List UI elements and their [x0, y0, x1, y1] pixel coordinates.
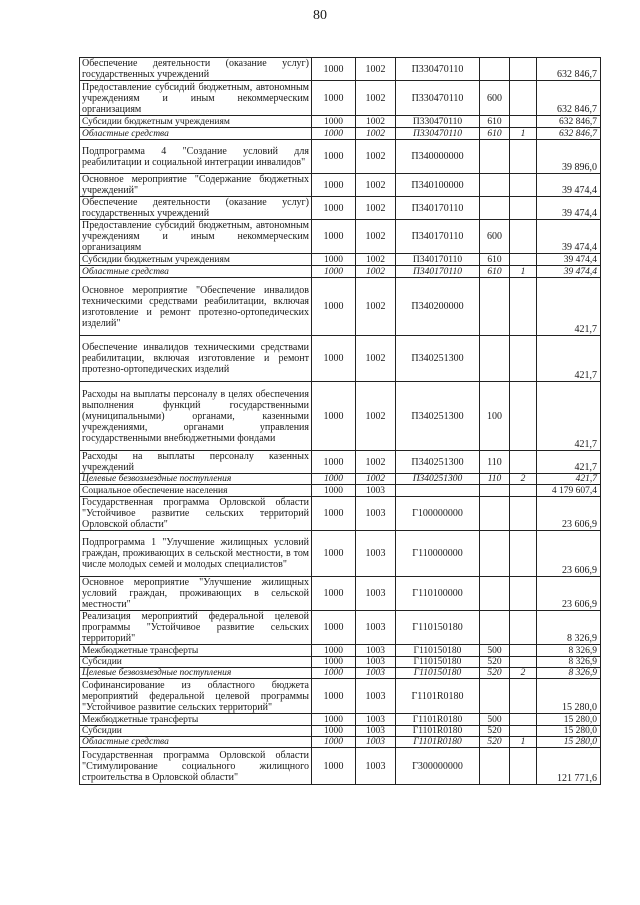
row-name: Основное мероприятие "Содержание бюджетных учреждений": [80, 174, 312, 197]
row-amount: 15 280,0: [537, 726, 601, 737]
row-name: Предоставление субсидий бюджетным, автономным учреждениям и иным некоммерческим организациям: [80, 220, 312, 254]
row-expense-type: 600: [480, 220, 510, 254]
row-section: 1000: [312, 657, 356, 668]
row-amount: 15 280,0: [537, 737, 601, 748]
row-name: Субсидии бюджетным учреждениям: [80, 116, 312, 128]
row-amount: 632 846,7: [537, 81, 601, 116]
row-section: 1000: [312, 81, 356, 116]
row-subsection: 1002: [356, 382, 396, 451]
row-amount: 421,7: [537, 474, 601, 485]
row-subsection: 1003: [356, 611, 396, 645]
row-section: 1000: [312, 254, 356, 266]
table-row: [80, 531, 601, 577]
row-expense-type: 100: [480, 382, 510, 451]
row-section: 1000: [312, 748, 356, 785]
row-target-article: Г1101R0180: [396, 737, 480, 748]
row-amount: 421,7: [537, 278, 601, 336]
row-subsection: 1002: [356, 128, 396, 140]
row-amount: 421,7: [537, 451, 601, 474]
row-name: Субсидии бюджетным учреждениям: [80, 254, 312, 266]
row-source: [510, 726, 537, 737]
page-number: 80: [313, 8, 327, 23]
row-amount: 8 326,9: [537, 657, 601, 668]
table-row: [80, 497, 601, 531]
row-name: Социальное обеспечение населения: [80, 485, 312, 497]
table-row: [80, 278, 601, 336]
row-name: Расходы на выплаты персоналу казенных учреждений: [80, 451, 312, 474]
row-source: [510, 254, 537, 266]
table-row: [80, 485, 601, 497]
row-subsection: 1002: [356, 81, 396, 116]
row-subsection: 1002: [356, 220, 396, 254]
row-name: Государственная программа Орловской области "Стимулирование социального жилищного строительства в Орловской области": [80, 748, 312, 785]
row-expense-type: [480, 278, 510, 336]
row-amount: 632 846,7: [537, 116, 601, 128]
row-name: Подпрограмма 4 "Создание условий для реабилитации и социальной интеграции инвалидов": [80, 140, 312, 174]
row-source: [510, 497, 537, 531]
row-target-article: Г1101R0180: [396, 714, 480, 726]
row-amount: 39 474,4: [537, 266, 601, 278]
table-row: [80, 254, 601, 266]
row-target-article: П340251300: [396, 336, 480, 382]
row-target-article: П340170110: [396, 254, 480, 266]
row-expense-type: [480, 197, 510, 220]
row-section: 1000: [312, 737, 356, 748]
row-expense-type: [480, 58, 510, 81]
row-expense-type: [480, 577, 510, 611]
row-target-article: Г300000000: [396, 748, 480, 785]
row-target-article: П330470110: [396, 116, 480, 128]
row-expense-type: [480, 140, 510, 174]
table-row: [80, 266, 601, 278]
row-name: Межбюджетные трансферты: [80, 714, 312, 726]
row-source: [510, 451, 537, 474]
row-subsection: 1002: [356, 278, 396, 336]
row-target-article: Г110150180: [396, 668, 480, 679]
table-row: [80, 645, 601, 657]
table-row: [80, 679, 601, 714]
row-subsection: 1003: [356, 577, 396, 611]
row-name: Софинансирование из областного бюджета мероприятий федеральной целевой программы "Устойчивое развитие сельских территорий": [80, 679, 312, 714]
row-target-article: П330470110: [396, 128, 480, 140]
row-target-article: Г110150180: [396, 611, 480, 645]
row-name: Реализация мероприятий федеральной целевой программы "Устойчивое развитие сельских территорий": [80, 611, 312, 645]
row-target-article: Г110150180: [396, 645, 480, 657]
table-row: [80, 58, 601, 81]
row-subsection: 1002: [356, 140, 396, 174]
row-section: 1000: [312, 645, 356, 657]
row-source: [510, 197, 537, 220]
row-section: 1000: [312, 336, 356, 382]
row-expense-type: 500: [480, 714, 510, 726]
row-section: 1000: [312, 577, 356, 611]
row-expense-type: 610: [480, 266, 510, 278]
row-name: Областные средства: [80, 737, 312, 748]
row-section: 1000: [312, 679, 356, 714]
table-row: [80, 668, 601, 679]
row-target-article: Г110150180: [396, 657, 480, 668]
row-source: [510, 485, 537, 497]
row-name: Целевые безвозмездные поступления: [80, 474, 312, 485]
row-expense-type: 610: [480, 116, 510, 128]
row-amount: 23 606,9: [537, 497, 601, 531]
row-source: [510, 679, 537, 714]
row-section: 1000: [312, 266, 356, 278]
row-expense-type: [480, 679, 510, 714]
row-name: Обеспечение деятельности (оказание услуг) государственных учреждений: [80, 58, 312, 81]
table-row: [80, 474, 601, 485]
row-section: 1000: [312, 197, 356, 220]
row-amount: 8 326,9: [537, 611, 601, 645]
row-subsection: 1003: [356, 679, 396, 714]
row-source: [510, 174, 537, 197]
row-target-article: Г1101R0180: [396, 726, 480, 737]
row-section: 1000: [312, 668, 356, 679]
row-expense-type: [480, 611, 510, 645]
row-section: 1000: [312, 174, 356, 197]
row-expense-type: 110: [480, 451, 510, 474]
row-expense-type: [480, 531, 510, 577]
table-body: [80, 58, 601, 785]
table-row: [80, 451, 601, 474]
row-section: 1000: [312, 116, 356, 128]
row-section: 1000: [312, 128, 356, 140]
row-subsection: 1002: [356, 254, 396, 266]
row-subsection: 1003: [356, 645, 396, 657]
row-target-article: П340251300: [396, 474, 480, 485]
row-subsection: 1002: [356, 474, 396, 485]
row-name: Субсидии: [80, 657, 312, 668]
row-target-article: П340000000: [396, 140, 480, 174]
table-row: [80, 140, 601, 174]
row-expense-type: 500: [480, 645, 510, 657]
row-target-article: Г100000000: [396, 497, 480, 531]
row-section: 1000: [312, 531, 356, 577]
row-subsection: 1003: [356, 714, 396, 726]
row-name: Расходы на выплаты персоналу в целях обеспечения выполнения функций государственными (муниципальными) органами, казенными учреждениями, органами управления государственными внебюджетными фондами: [80, 382, 312, 451]
table-row: [80, 577, 601, 611]
row-source: [510, 336, 537, 382]
row-amount: 39 474,4: [537, 220, 601, 254]
row-target-article: П330470110: [396, 58, 480, 81]
row-amount: 39 896,0: [537, 140, 601, 174]
row-source: 1: [510, 128, 537, 140]
row-subsection: 1002: [356, 58, 396, 81]
row-target-article: П340200000: [396, 278, 480, 336]
table-row: [80, 611, 601, 645]
row-section: 1000: [312, 382, 356, 451]
row-expense-type: [480, 174, 510, 197]
row-section: 1000: [312, 58, 356, 81]
row-target-article: Г1101R0180: [396, 679, 480, 714]
row-source: [510, 748, 537, 785]
row-section: 1000: [312, 714, 356, 726]
row-source: [510, 645, 537, 657]
row-subsection: 1002: [356, 116, 396, 128]
table-row: [80, 657, 601, 668]
table-row: [80, 748, 601, 785]
table-row: [80, 737, 601, 748]
table-row: [80, 116, 601, 128]
row-name: Межбюджетные трансферты: [80, 645, 312, 657]
row-target-article: П340251300: [396, 451, 480, 474]
row-target-article: Г110100000: [396, 577, 480, 611]
row-name: Областные средства: [80, 128, 312, 140]
table-row: [80, 174, 601, 197]
row-subsection: 1003: [356, 748, 396, 785]
row-section: 1000: [312, 497, 356, 531]
row-name: Областные средства: [80, 266, 312, 278]
row-expense-type: 520: [480, 668, 510, 679]
row-target-article: [396, 485, 480, 497]
row-name: Обеспечение инвалидов техническими средствами реабилитации, включая изготовление и ремонт протезно-ортопедических изделий: [80, 336, 312, 382]
table-row: [80, 220, 601, 254]
row-subsection: 1003: [356, 726, 396, 737]
table-row: [80, 726, 601, 737]
row-source: [510, 382, 537, 451]
row-amount: 632 846,7: [537, 128, 601, 140]
table-row: [80, 81, 601, 116]
row-amount: 8 326,9: [537, 668, 601, 679]
row-amount: 23 606,9: [537, 577, 601, 611]
row-target-article: П340170110: [396, 220, 480, 254]
row-expense-type: 520: [480, 726, 510, 737]
row-expense-type: 610: [480, 128, 510, 140]
row-source: [510, 81, 537, 116]
row-expense-type: 110: [480, 474, 510, 485]
row-source: 1: [510, 266, 537, 278]
row-source: [510, 220, 537, 254]
row-source: [510, 140, 537, 174]
row-amount: 421,7: [537, 382, 601, 451]
table-row: [80, 128, 601, 140]
row-section: 1000: [312, 140, 356, 174]
row-name: Основное мероприятие "Обеспечение инвалидов техническими средствами реабилитации, включая изготовление и ремонт протезно-ортопедических изделий": [80, 278, 312, 336]
row-source: [510, 657, 537, 668]
row-source: [510, 116, 537, 128]
row-expense-type: 600: [480, 81, 510, 116]
row-name: Государственная программа Орловской области "Устойчивое развитие сельских территорий Орловской области": [80, 497, 312, 531]
row-expense-type: [480, 336, 510, 382]
row-source: [510, 577, 537, 611]
table-row: [80, 382, 601, 451]
row-target-article: П340170110: [396, 266, 480, 278]
row-name: Предоставление субсидий бюджетным, автономным учреждениям и иным некоммерческим организациям: [80, 81, 312, 116]
row-subsection: 1003: [356, 485, 396, 497]
row-subsection: 1003: [356, 668, 396, 679]
row-target-article: П340100000: [396, 174, 480, 197]
row-target-article: Г110000000: [396, 531, 480, 577]
row-amount: 39 474,4: [537, 174, 601, 197]
row-amount: 39 474,4: [537, 254, 601, 266]
row-section: 1000: [312, 726, 356, 737]
row-subsection: 1002: [356, 451, 396, 474]
row-amount: 421,7: [537, 336, 601, 382]
row-expense-type: [480, 748, 510, 785]
row-subsection: 1003: [356, 737, 396, 748]
row-source: [510, 58, 537, 81]
row-expense-type: [480, 497, 510, 531]
row-name: Целевые безвозмездные поступления: [80, 668, 312, 679]
row-name: Обеспечение деятельности (оказание услуг) государственных учреждений: [80, 197, 312, 220]
row-section: 1000: [312, 474, 356, 485]
row-source: [510, 714, 537, 726]
row-amount: 8 326,9: [537, 645, 601, 657]
row-source: [510, 278, 537, 336]
row-target-article: П340251300: [396, 382, 480, 451]
row-amount: 23 606,9: [537, 531, 601, 577]
row-subsection: 1003: [356, 497, 396, 531]
table-row: [80, 197, 601, 220]
row-source: 2: [510, 474, 537, 485]
row-source: [510, 531, 537, 577]
row-subsection: 1003: [356, 657, 396, 668]
row-target-article: П330470110: [396, 81, 480, 116]
row-subsection: 1002: [356, 174, 396, 197]
row-expense-type: 610: [480, 254, 510, 266]
row-section: 1000: [312, 451, 356, 474]
row-section: 1000: [312, 278, 356, 336]
row-name: Основное мероприятие "Улучшение жилищных условий граждан, проживающих в сельской местности": [80, 577, 312, 611]
row-expense-type: [480, 485, 510, 497]
row-amount: 39 474,4: [537, 197, 601, 220]
table-row: [80, 336, 601, 382]
row-amount: 15 280,0: [537, 714, 601, 726]
row-amount: 121 771,6: [537, 748, 601, 785]
row-amount: 632 846,7: [537, 58, 601, 81]
table-row: [80, 714, 601, 726]
row-source: 2: [510, 668, 537, 679]
row-subsection: 1002: [356, 336, 396, 382]
row-subsection: 1002: [356, 197, 396, 220]
row-source: 1: [510, 737, 537, 748]
row-section: 1000: [312, 611, 356, 645]
row-name: Субсидии: [80, 726, 312, 737]
row-name: Подпрограмма 1 "Улучшение жилищных условий граждан, проживающих в сельской местности, в том числе молодых семей и молодых специалистов": [80, 531, 312, 577]
row-source: [510, 611, 537, 645]
row-subsection: 1002: [356, 266, 396, 278]
row-amount: 4 179 607,4: [537, 485, 601, 497]
row-section: 1000: [312, 220, 356, 254]
row-amount: 15 280,0: [537, 679, 601, 714]
row-target-article: П340170110: [396, 197, 480, 220]
budget-table: [79, 57, 601, 785]
row-expense-type: 520: [480, 737, 510, 748]
row-subsection: 1003: [356, 531, 396, 577]
row-expense-type: 520: [480, 657, 510, 668]
row-section: 1000: [312, 485, 356, 497]
